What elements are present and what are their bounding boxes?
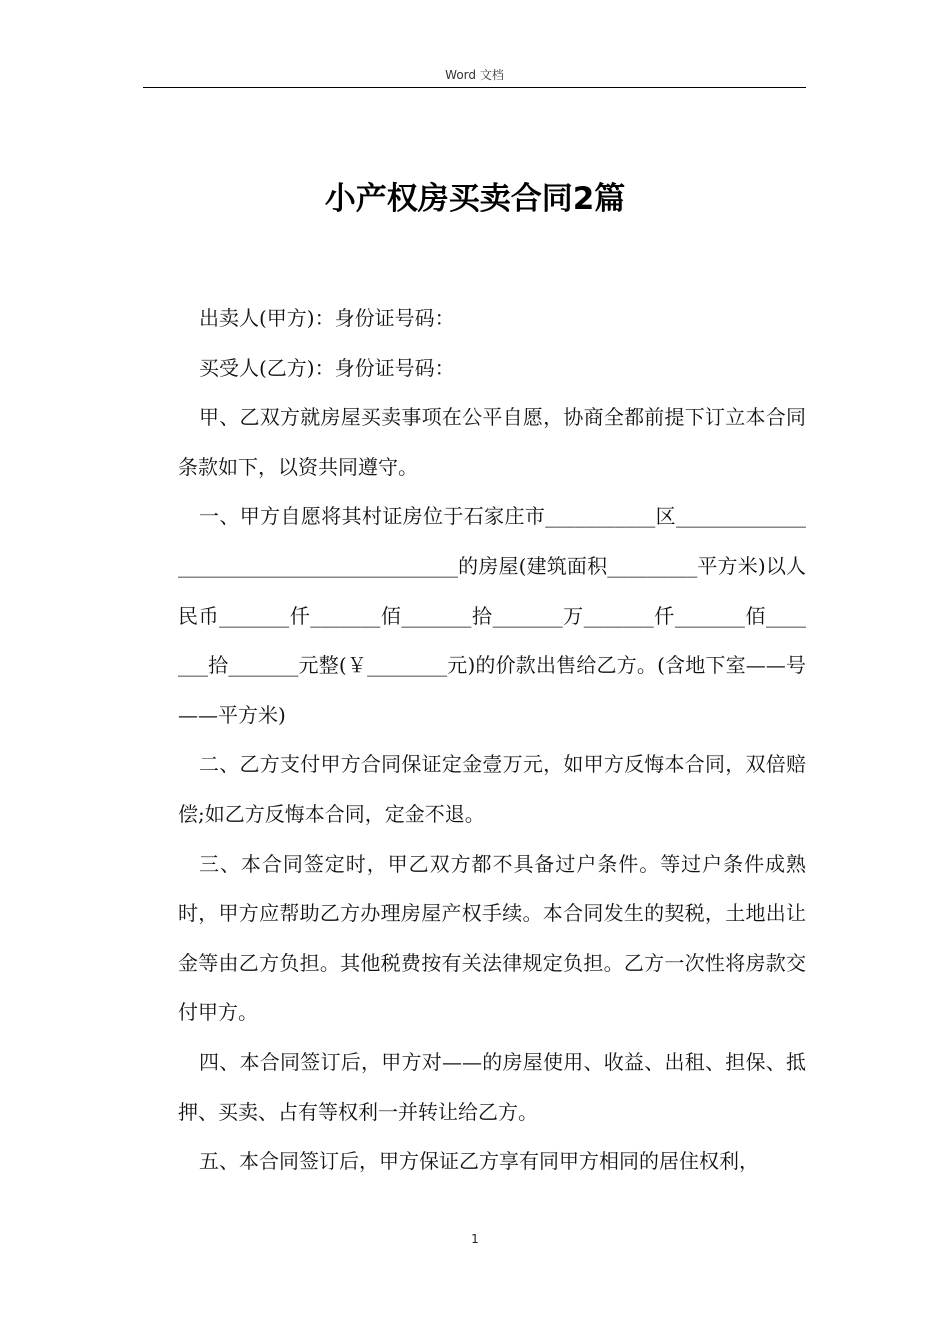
paragraph-clause-2: 二、乙方支付甲方合同保证定金壹万元，如甲方反悔本合同，双倍赔偿;如乙方反悔本合同，定金不退。 bbox=[178, 752, 806, 826]
page-header: Word 文档 bbox=[445, 68, 504, 82]
paragraph-clause-1: 一、甲方自愿将其村证房位于石家庄市___________区_________________________________________的房屋(建筑面积_________平方米)以人民币_______仟_______佰_______拾_______万_______仟_______佰_______拾_______元整(￥________元)的价款出售给乙方。(含地下室——号——平方米) bbox=[178, 504, 806, 727]
paragraph-clause-4: 四、本合同签订后，甲方对——的房屋使用、收益、出租、担保、抵押、买卖、占有等权利一并转让给乙方。 bbox=[178, 1049, 806, 1124]
header-rule bbox=[143, 87, 806, 88]
paragraph-preamble: 甲、乙双方就房屋买卖事项在公平自愿，协商全都前提下订立本合同条款如下，以资共同遵守。 bbox=[178, 405, 806, 479]
document-body bbox=[178, 294, 806, 1187]
page-number: 1 bbox=[471, 1232, 479, 1246]
paragraph-clause-5: 五、本合同签订后，甲方保证乙方享有同甲方相同的居住权利， bbox=[199, 1149, 759, 1174]
document-title: 小产权房买卖合同2篇 bbox=[324, 180, 626, 217]
paragraph-clause-3: 三、本合同签定时，甲乙双方都不具备过户条件。等过户条件成熟时，甲方应帮助乙方办理房屋产权手续。本合同发生的契税，土地出让金等由乙方负担。其他税费按有关法律规定负担。乙方一次性将房款交付甲方。 bbox=[178, 851, 806, 1025]
paragraph-seller: 出卖人(甲方)：身份证号码： bbox=[199, 306, 455, 330]
paragraph-buyer: 买受人(乙方)：身份证号码： bbox=[199, 355, 455, 380]
